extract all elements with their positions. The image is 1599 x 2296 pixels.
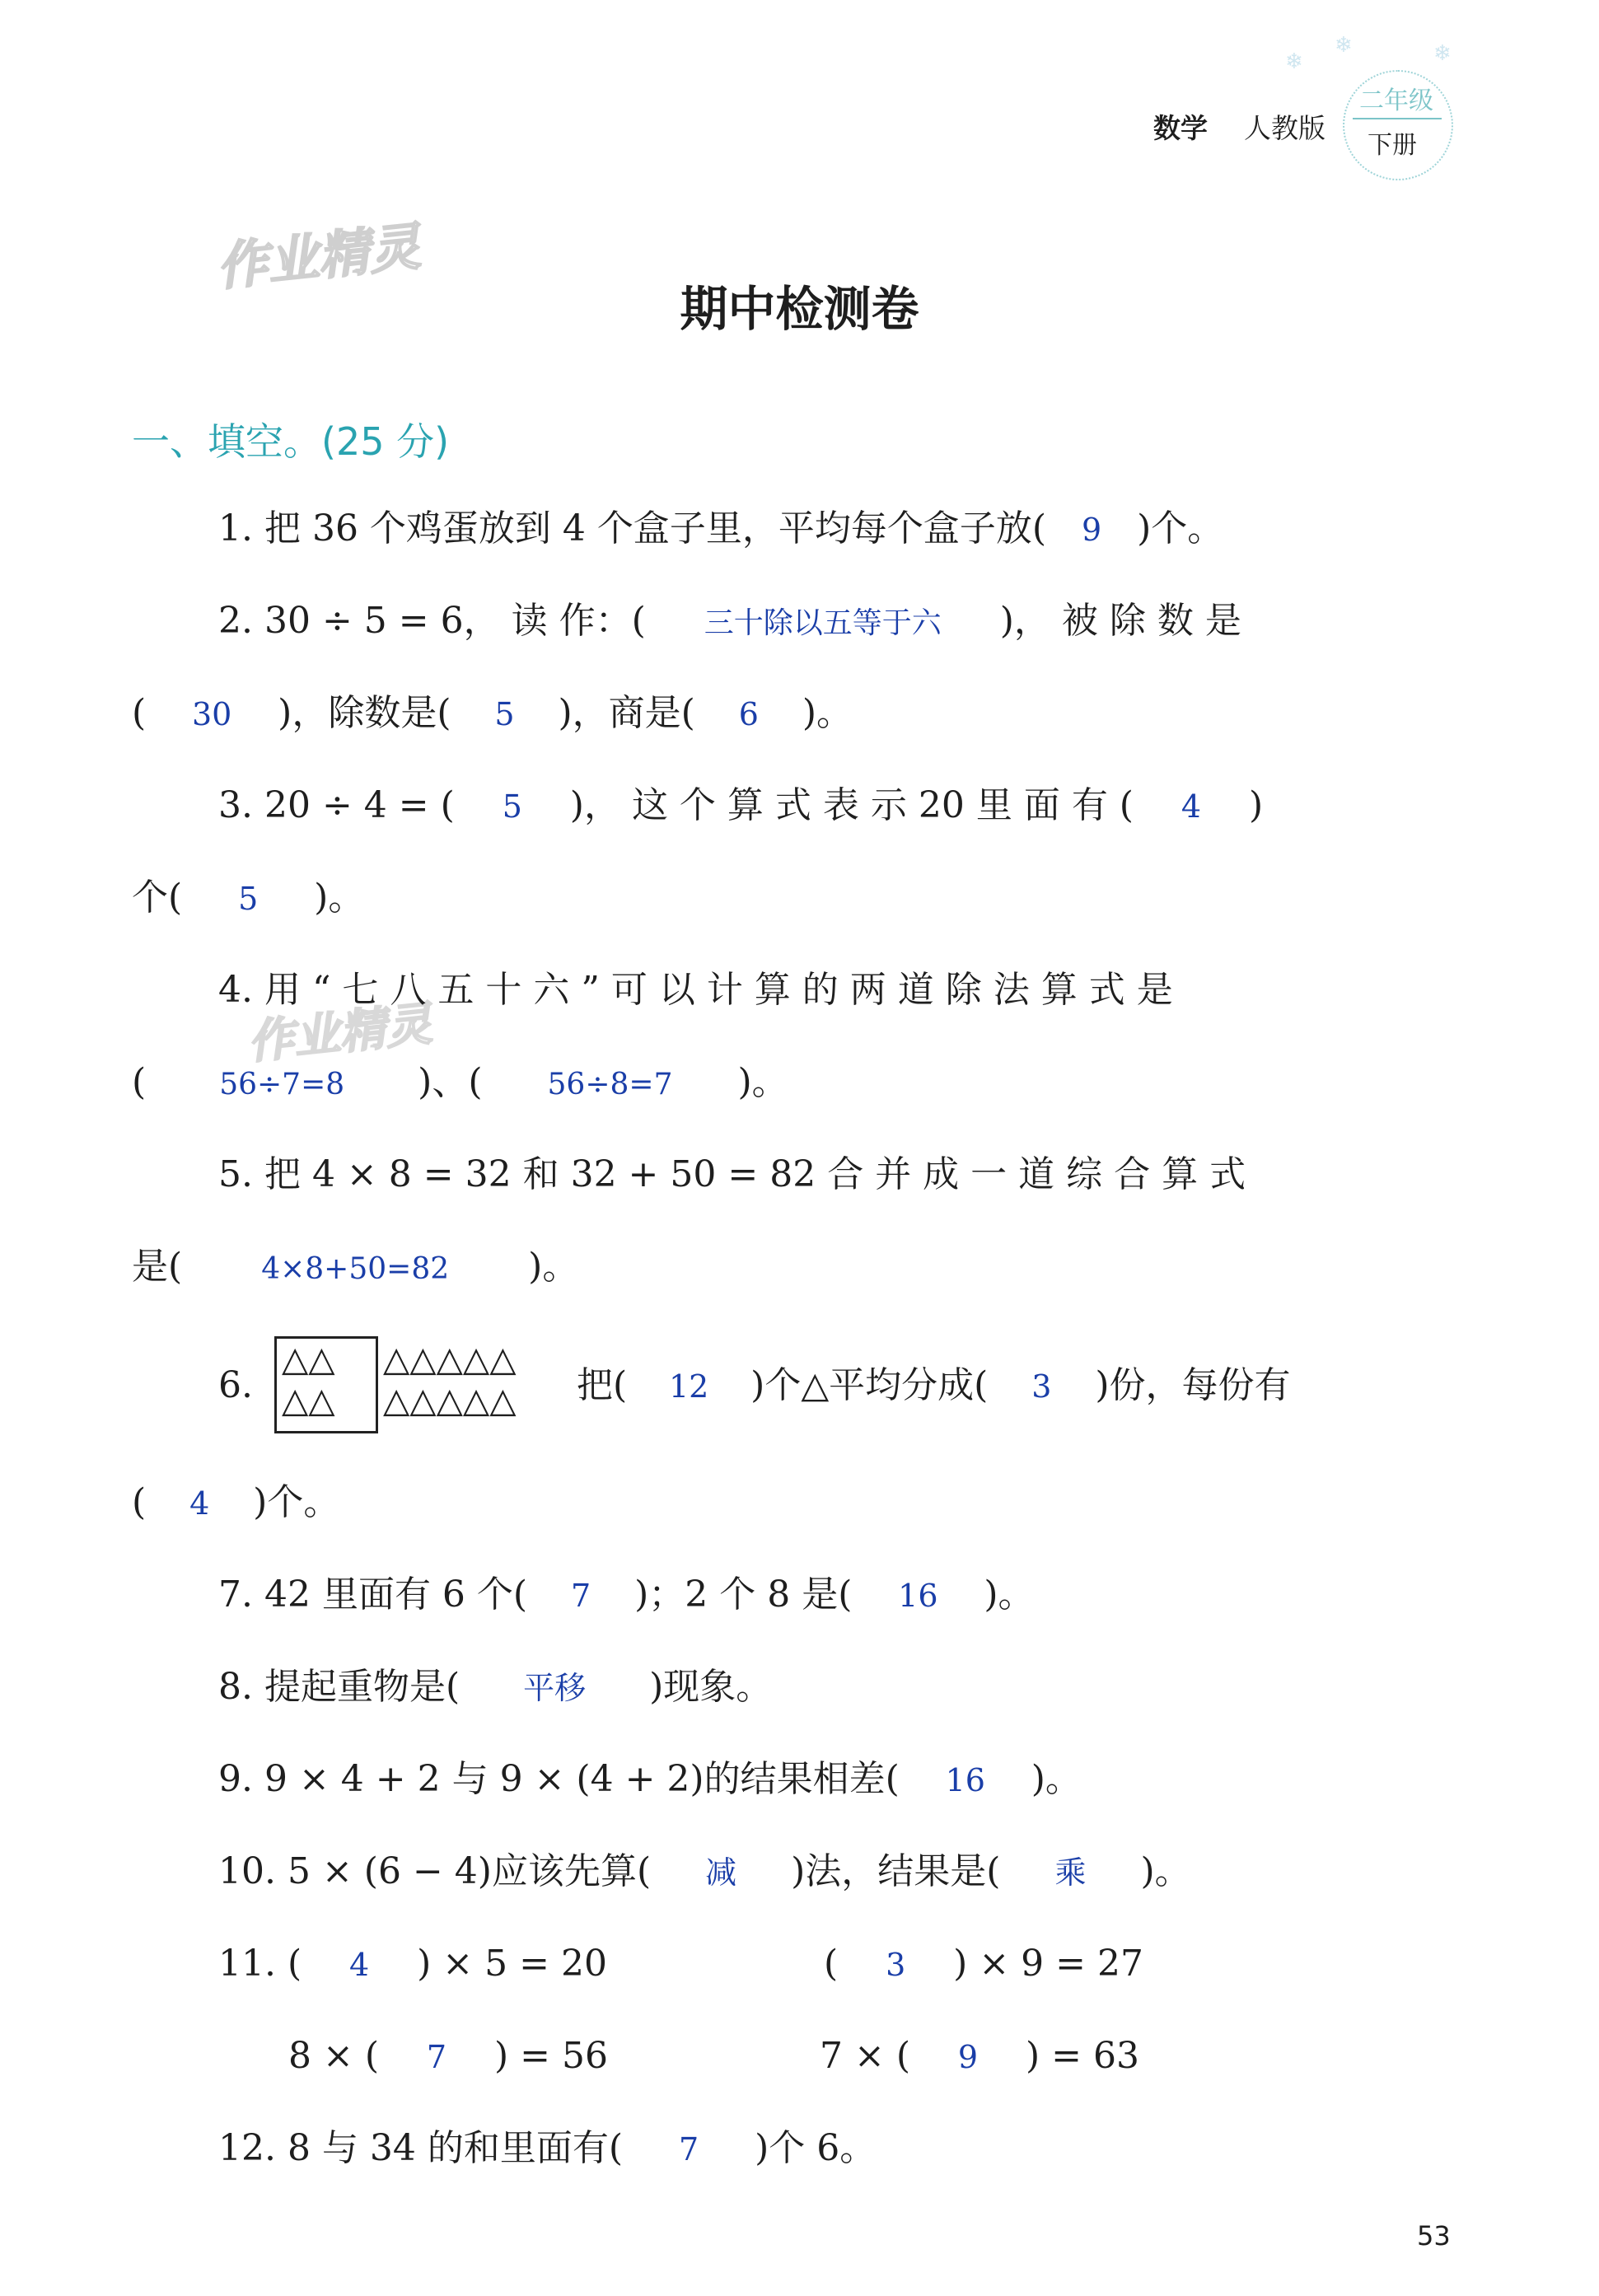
grade-badge xyxy=(1343,70,1453,180)
badge-divider xyxy=(1353,118,1442,119)
q9-text: 9. 9 × 4 + 2 与 9 × (4 + 2)的结果相差( xyxy=(218,1758,900,1800)
q8-answer: 平移 xyxy=(523,1670,587,1706)
q4-answer: 56÷8=7 xyxy=(547,1068,673,1101)
q3-text: 3. 20 ÷ 4 = ( xyxy=(218,784,455,826)
triangle-icons: △△△△△ xyxy=(383,1380,517,1420)
q4-text: )、( xyxy=(418,1061,483,1103)
q11-answer: 7 xyxy=(426,2039,447,2075)
q11-text: 8 × ( xyxy=(288,2035,379,2077)
q7-text: )。 xyxy=(984,1574,1035,1616)
page-number: 53 xyxy=(1417,2220,1451,2252)
snowflake-icon: ❄ xyxy=(1335,33,1353,58)
q11-text: ) = 56 xyxy=(494,2035,608,2077)
question-2 xyxy=(218,596,1241,648)
q11-text: ) × 9 = 27 xyxy=(953,1943,1143,1985)
question-7 xyxy=(218,1570,1035,1620)
question-9 xyxy=(218,1755,1082,1805)
q8-text: )现象。 xyxy=(649,1666,773,1708)
q6-answer: 12 xyxy=(668,1368,709,1405)
watermark: 作业精灵 xyxy=(213,216,423,297)
header-edition: 人教版 xyxy=(1244,112,1325,144)
triangle-icons: △△△△△ xyxy=(383,1339,517,1379)
q10-answer: 乘 xyxy=(1054,1854,1087,1891)
question-5 xyxy=(218,1150,1246,1199)
q4-answer: 56÷7=8 xyxy=(219,1068,345,1101)
q3-answer: 5 xyxy=(502,788,522,825)
q4-text: 4. 用 “ 七 八 五 十 六 ” 可 以 计 算 的 两 道 除 法 算 式 是 xyxy=(218,969,1173,1011)
q12-answer: 7 xyxy=(678,2131,699,2167)
q6-text: )个。 xyxy=(253,1481,340,1523)
q11-answer: 3 xyxy=(886,1947,906,1983)
q6-text: )份，每份有 xyxy=(1095,1364,1291,1406)
question-8 xyxy=(218,1662,772,1713)
snowflake-icon: ❄ xyxy=(1285,49,1303,74)
q2-answer: 5 xyxy=(494,696,515,732)
q7-text: )；2 个 8 是( xyxy=(634,1574,853,1616)
q10-text: 10. 5 × (6 − 4)应该先算( xyxy=(218,1850,652,1892)
q11-text: 7 × ( xyxy=(820,2035,910,2077)
q10-text: )。 xyxy=(1140,1850,1191,1892)
q6-answer: 3 xyxy=(1031,1368,1052,1405)
q7-text: 7. 42 里面有 6 个( xyxy=(218,1574,528,1616)
q12-text: 12. 8 与 34 的和里面有( xyxy=(218,2127,624,2169)
q1-text: 1. 把 36 个鸡蛋放到 4 个盒子里，平均每个盒子放( xyxy=(218,507,1047,549)
triangle-icons: △△ xyxy=(282,1339,335,1379)
q2-answer: 三十除以五等于六 xyxy=(704,606,942,640)
question-10 xyxy=(218,1847,1191,1897)
q2-text: )， 被 除 数 是 xyxy=(999,600,1241,642)
q3-text: ) xyxy=(1248,784,1264,826)
q7-answer: 7 xyxy=(570,1578,591,1614)
question-11d xyxy=(820,2032,1139,2082)
q2-text: 2. 30 ÷ 5 = 6， 读 作：( xyxy=(218,600,646,642)
q8-text: 8. 提起重物是( xyxy=(218,1666,461,1708)
question-3-cont xyxy=(132,873,364,924)
triangle-group-outside xyxy=(383,1339,517,1421)
q11-text: ) × 5 = 20 xyxy=(417,1943,607,1985)
question-4-cont xyxy=(132,1058,788,1110)
question-11c xyxy=(288,2032,608,2082)
question-11b xyxy=(824,1939,1143,1990)
header-subject: 数学 xyxy=(1153,112,1208,144)
q6-text: ( xyxy=(132,1481,147,1523)
badge-term: 下册 xyxy=(1368,131,1417,160)
triangle-group-box xyxy=(274,1336,378,1433)
q2-text: ( xyxy=(132,692,147,734)
q11-text: ( xyxy=(824,1943,839,1985)
question-2-cont xyxy=(132,689,853,739)
q11-text: ) = 63 xyxy=(1026,2035,1139,2077)
q5-text: 是( xyxy=(132,1246,183,1288)
q2-answer: 6 xyxy=(738,696,759,732)
q10-text: )法，结果是( xyxy=(791,1850,1001,1892)
q5-text: 5. 把 4 × 8 = 32 和 32 + 50 = 82 合 并 成 一 道 综 合 算 式 xyxy=(218,1153,1246,1195)
q3-text: )。 xyxy=(314,877,365,919)
question-6 xyxy=(577,1361,1291,1411)
q2-text: )。 xyxy=(802,692,853,734)
q5-text: )。 xyxy=(528,1246,579,1288)
q6-answer: 4 xyxy=(189,1485,210,1522)
q1-answer: 9 xyxy=(1081,512,1102,548)
q11-answer: 4 xyxy=(349,1947,370,1983)
badge-grade: 二年级 xyxy=(1359,87,1433,115)
question-4 xyxy=(218,966,1173,1015)
q3-text: 个( xyxy=(132,877,183,919)
q5-answer: 4×8+50=82 xyxy=(261,1252,450,1286)
snowflake-icon: ❄ xyxy=(1433,41,1452,66)
question-12 xyxy=(218,2124,876,2174)
triangle-icons: △△ xyxy=(282,1380,335,1420)
q4-text: )。 xyxy=(737,1061,788,1103)
section-heading: 一、填空。(25 分) xyxy=(132,419,450,464)
question-5-cont xyxy=(132,1242,578,1294)
watermark: 作业精灵 xyxy=(245,997,435,1070)
page-title: 期中检测卷 xyxy=(680,281,919,337)
q9-answer: 16 xyxy=(945,1762,985,1798)
q11-text: 11. ( xyxy=(218,1943,302,1985)
q2-text: )，除数是( xyxy=(278,692,451,734)
q6-text: 把( xyxy=(577,1364,628,1406)
q6-text: )个△平均分成( xyxy=(750,1364,989,1406)
q4-text: ( xyxy=(132,1061,147,1103)
question-1 xyxy=(218,504,1223,554)
q6-number: 6. xyxy=(218,1364,253,1406)
q9-text: )。 xyxy=(1031,1758,1082,1800)
q3-answer: 4 xyxy=(1181,788,1202,825)
q3-answer: 5 xyxy=(238,881,259,917)
question-6-cont xyxy=(132,1478,339,1528)
q2-text: )，商是( xyxy=(558,692,695,734)
question-11a xyxy=(218,1939,607,1990)
q2-answer: 30 xyxy=(191,696,232,732)
q11-answer: 9 xyxy=(957,2039,979,2075)
q7-answer: 16 xyxy=(898,1578,938,1614)
q12-text: )个 6。 xyxy=(755,2127,877,2169)
question-3 xyxy=(218,781,1263,831)
q3-text: )， 这 个 算 式 表 示 20 里 面 有 ( xyxy=(569,784,1134,826)
q1-text: )个。 xyxy=(1137,507,1224,549)
q10-answer: 减 xyxy=(705,1854,737,1891)
